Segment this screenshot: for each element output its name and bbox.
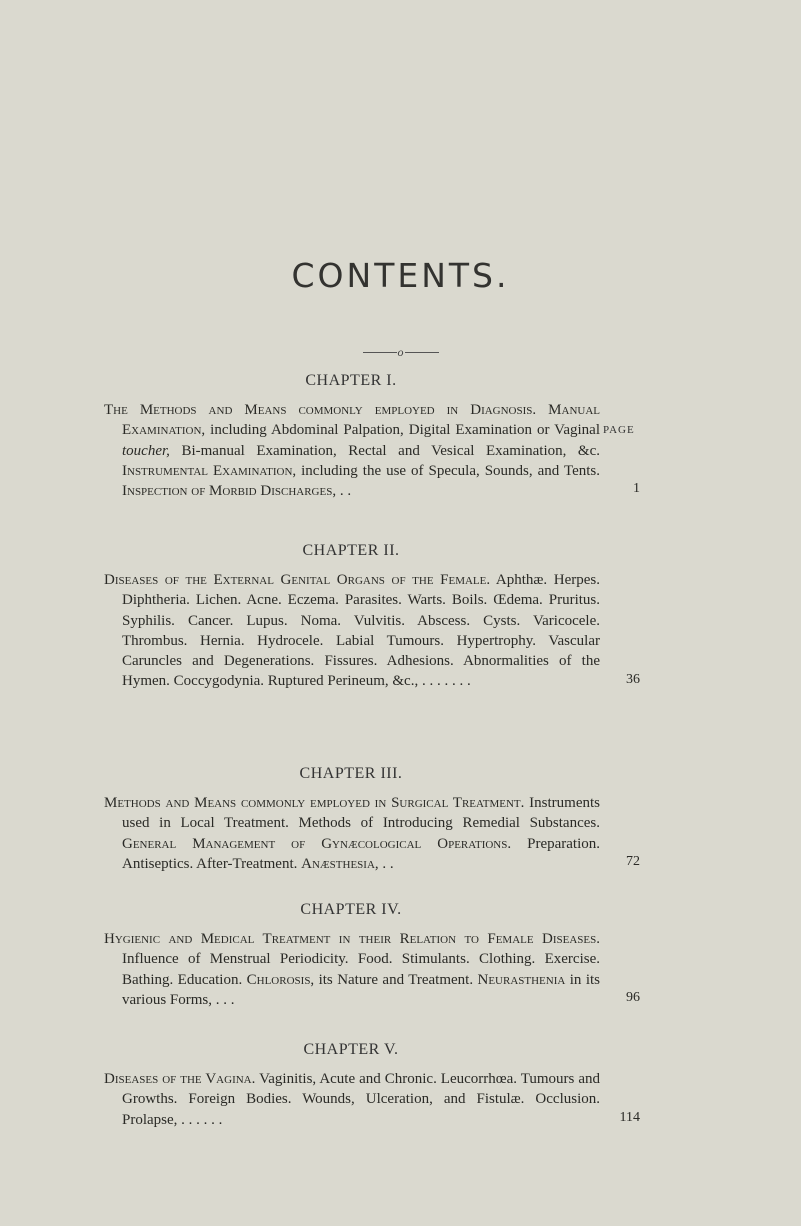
page-column-label: PAGE	[603, 424, 635, 436]
chapter-heading: CHAPTER V.	[303, 1041, 399, 1058]
chapter-heading: CHAPTER II.	[302, 542, 400, 559]
chapter-page-number: 96	[626, 990, 640, 1005]
chapter-heading: CHAPTER I.	[305, 372, 397, 389]
chapter-entry	[104, 542, 640, 692]
chapter-entry	[104, 1041, 640, 1130]
chapter-entry	[104, 901, 640, 1010]
chapter-description: Methods and Means commonly employed in Surgical Treatment. Instruments used in Local Treatment. Methods of Introducing Remedial Substances. General Management of Gynæcological Operations. Preparation. Antiseptics. After-Treatment. Anæsthesia, . .	[104, 795, 600, 872]
chapter-page-number: 114	[619, 1110, 640, 1125]
chapter-description: Diseases of the External Genital Organs of the Female. Aphthæ. Herpes. Diphtheria. Lichen. Acne. Eczema. Parasites. Warts. Boils. Œdema. Pruritus. Syphilis. Cancer. Lupus. Noma. Vulvitis. Abscess. Cysts. Varicocele. Thrombus. Hernia. Hydrocele. Labial Tumours. Hypertrophy. Vascular Caruncles and Degenerations. Fissures. Adhesions. Abnormalities of the Hymen. Coccygodynia. Ruptured Perineum, &c., . . . . . . .	[104, 572, 600, 690]
chapter-description: Diseases of the Vagina. Vaginitis, Acute and Chronic. Leucorrhœa. Tumours and Growths. Foreign Bodies. Wounds, Ulceration, and Fistulæ. Occlusion. Prolapse, . . . . . .	[104, 1071, 600, 1128]
page-title: CONTENTS.	[291, 256, 510, 295]
chapter-page-number: 36	[626, 672, 640, 687]
chapter-page-number: 1	[633, 481, 640, 496]
chapter-entry	[104, 372, 640, 501]
title-separator: o	[0, 344, 801, 360]
chapter-description: The Methods and Means commonly employed in Diagnosis. Manual Examination, including Abdominal Palpation, Digital Examination or Vaginal toucher, Bi-manual Examination, Rectal and Vesical Examination, &c. Instrumental Examination, including the use of Specula, Sounds, and Tents. Inspection of Morbid Discharges, . .	[104, 402, 601, 500]
chapter-heading: CHAPTER III.	[299, 765, 403, 782]
chapter-page-number: 72	[626, 854, 640, 869]
chapter-entry	[104, 765, 640, 874]
chapter-description: Hygienic and Medical Treatment in their Relation to Female Diseases. Influence of Menstrual Periodicity. Food. Stimulants. Clothing. Exercise. Bathing. Education. Chlorosis, its Nature and Treatment. Neurasthenia in its various Forms, . . .	[104, 931, 600, 1008]
chapter-heading: CHAPTER IV.	[300, 901, 402, 918]
